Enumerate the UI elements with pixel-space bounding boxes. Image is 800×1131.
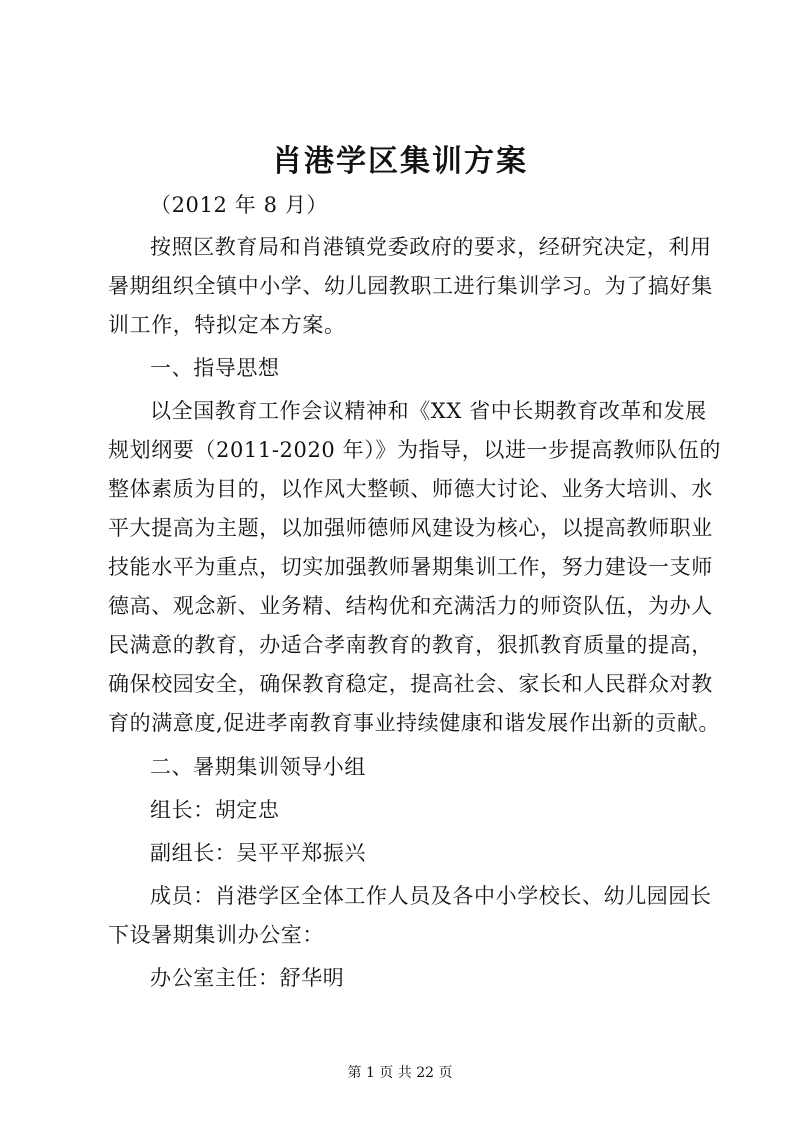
leader-line: 组长：胡定忠: [150, 798, 280, 822]
intro-line-3: 训工作，特拟定本方案。: [108, 313, 346, 337]
section1-line-8: 确保校园安全，确保教育稳定，提高社会、家长和人民群众对教: [108, 672, 713, 696]
document-date: （2012 年 8 月）: [150, 193, 329, 217]
page-number: 第 1 页 共 22 页: [347, 1065, 453, 1081]
section1-line-3: 整体素质为目的，以作风大整顿、师德大讨论、业务大培训、水: [108, 477, 713, 501]
document-title: 肖港学区集训方案: [272, 144, 528, 179]
section1-line-4: 平大提高为主题，以加强师德师风建设为核心，以提高教师职业: [108, 516, 713, 540]
section1-line-6: 德高、观念新、业务精、结构优和充满活力的师资队伍，为办人: [108, 594, 713, 618]
section1-heading: 一、指导思想: [150, 356, 280, 380]
section2-heading: 二、暑期集训领导小组: [150, 755, 366, 779]
section1-line-7: 民满意的教育，办适合孝南教育的教育，狠抓教育质量的提高，: [108, 633, 713, 657]
section1-line-1: 以全国教育工作会议精神和《XX 省中长期教育改革和发展: [150, 399, 707, 423]
intro-line-1: 按照区教育局和肖港镇党委政府的要求，经研究决定，利用: [150, 235, 712, 259]
section1-line-2: 规划纲要（2011-2020 年）》为指导，以进一步提高教师队伍的: [108, 438, 721, 462]
section1-line-5: 技能水平为重点，切实加强教师暑期集训工作，努力建设一支师: [108, 555, 713, 579]
deputy-line: 副组长：吴平平郑振兴: [150, 841, 366, 865]
members-line-2: 下设暑期集训办公室：: [108, 923, 324, 947]
intro-line-2: 暑期组织全镇中小学、幼儿园教职工进行集训学习。为了搞好集: [108, 274, 713, 298]
members-line-1: 成员：肖港学区全体工作人员及各中小学校长、幼儿园园长: [150, 884, 712, 908]
office-director-line: 办公室主任：舒华明: [150, 966, 345, 990]
section1-line-9: 育的满意度,促进孝南教育事业持续健康和谐发展作出新的贡献。: [108, 711, 721, 735]
